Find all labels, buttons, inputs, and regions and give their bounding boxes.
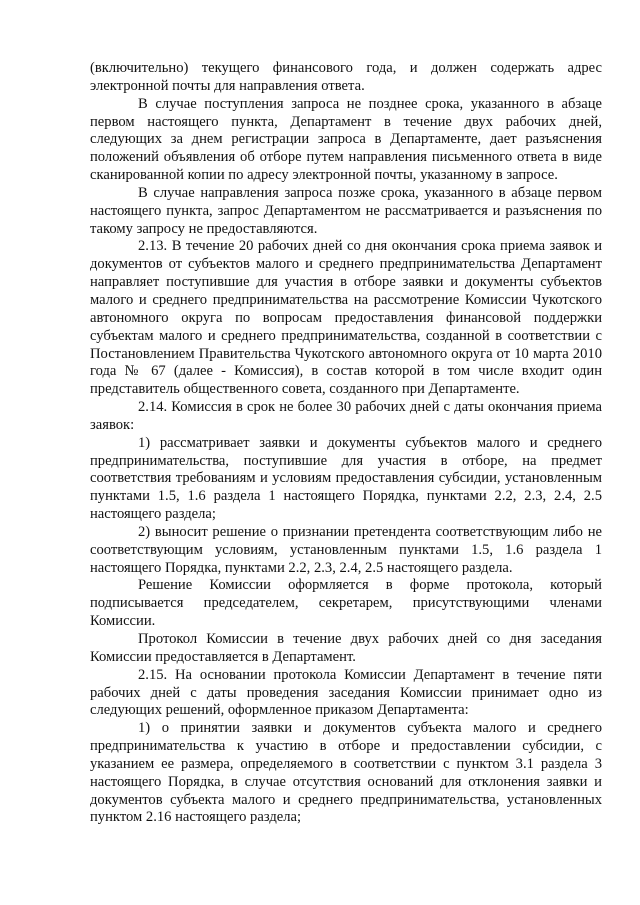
paragraph-commission-protocol: Протокол Комиссии в течение двух рабочих дней со дня заседания Комиссии предоставляется в Департамент. <box>90 631 602 665</box>
paragraph-continuation: (включительно) текущего финансового года, и должен содержать адрес электронной почты для направления ответа. <box>90 60 602 94</box>
paragraph-commission-decision: Решение Комиссии оформляется в форме протокола, который подписывается председателем, секретарем, присутствующими членами Комиссии. <box>90 577 602 630</box>
paragraph-late-request: В случае направления запроса позже срока, указанного в абзаце первом настоящего пункта, запрос Департаментом не рассматривается и разъяснения по такому запросу не предоставляются. <box>90 184 602 237</box>
clause-2-15-item-1: 1) о принятии заявки и документов субъекта малого и среднего предпринимательства к участию в отборе и предоставлении субсидии, с указанием ее размера, определяемого в соответствии с пунктом 3.1 раздела 3 настоящего Порядка, в случае отсутствия оснований для отклонения заявки и документов субъекта малого и среднего предпринимательства, установленных пунктом 2.16 настоящего раздела; <box>90 720 602 826</box>
document-body <box>90 60 602 827</box>
clause-2-13: 2.13. В течение 20 рабочих дней со дня окончания срока приема заявок и документов от субъектов малого и среднего предпринимательства Департамент направляет поступившие для участия в отборе заявки и документы субъектов малого и среднего предпринимательства на рассмотрение Комиссии Чукотского автономного округа по вопросам предоставления финансовой поддержки субъектам малого и среднего предпринимательства, созданной в соответствии с Постановлением Правительства Чукотского автономного округа от 10 марта 2010 года № 67 (далее - Комиссия), в состав которой в том числе входит один представитель общественного совета, созданного при Департаменте. <box>90 238 602 398</box>
clause-2-15: 2.15. На основании протокола Комиссии Департамент в течение пяти рабочих дней с даты проведения заседания Комиссии принимает одно из следующих решений, оформленное приказом Департамента: <box>90 666 602 719</box>
clause-2-14-item-2: 2) выносит решение о признании претендента соответствующим либо не соответствующим условиям, установленным пунктами 1.5, 1.6 раздела 1 настоящего Порядка, пунктами 2.2, 2.3, 2.4, 2.5 настоящего раздела. <box>90 523 602 576</box>
clause-2-14-item-1: 1) рассматривает заявки и документы субъектов малого и среднего предпринимательства, поступившие для участия в отборе, на предмет соответствия требованиям и условиям предоставления субсидии, установленным пунктами 1.5, 1.6 раздела 1 настоящего Порядка, пунктами 2.2, 2.3, 2.4, 2.5 настоящего раздела; <box>90 434 602 523</box>
paragraph-early-request: В случае поступления запроса не позднее срока, указанного в абзаце первом настоящего пункта, Департамент в течение двух рабочих дней, следующих за днем регистрации запроса в Департаменте, дает разъяснения положений объявления об отборе путем направления письменного ответа в виде сканированной копии по адресу электронной почты, указанному в запросе. <box>90 95 602 184</box>
clause-2-14: 2.14. Комиссия в срок не более 30 рабочих дней с даты окончания приема заявок: <box>90 399 602 433</box>
